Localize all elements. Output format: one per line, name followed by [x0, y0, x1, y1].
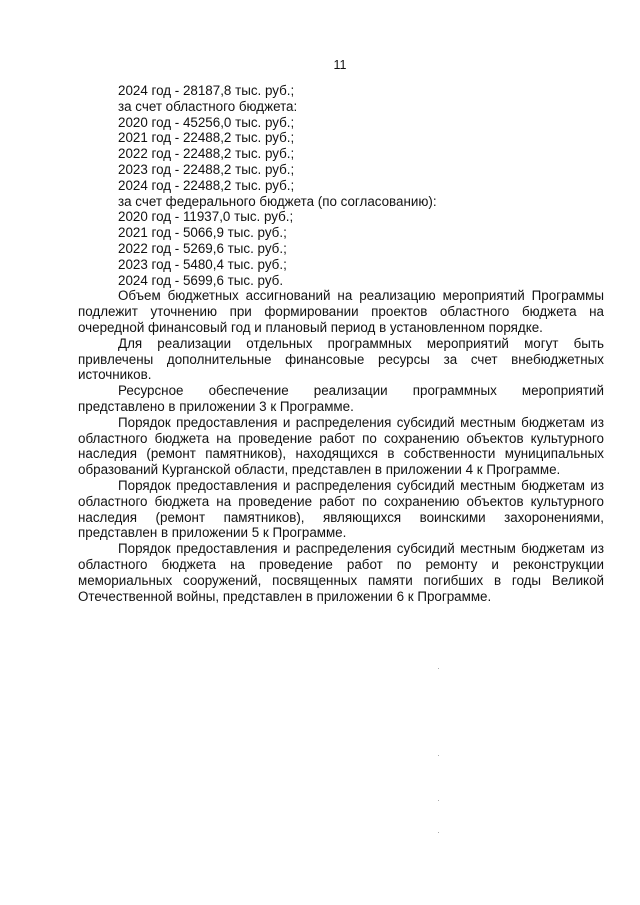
budget-line: 2024 год - 28187,8 тыс. руб.;: [118, 83, 295, 98]
scan-artifact: [438, 800, 439, 801]
paragraph: Ресурсное обеспечение реализации программных мероприятий представлено в приложении 3 к Программе.: [78, 383, 604, 414]
budget-line: за счет областного бюджета:: [118, 98, 298, 114]
budget-line: 2021 год - 22488,2 тыс. руб.;: [118, 130, 295, 146]
budget-line: 2021 год - 5066,9 тыс. руб.;: [118, 225, 287, 241]
paragraph: Объем бюджетных ассигнований на реализацию мероприятий Программы подлежит уточнению при формировании проектов областного бюджета на очередной финансовый год и плановый период в установленном порядке.: [78, 288, 604, 335]
budget-line: 2022 год - 5269,6 тыс. руб.;: [118, 240, 287, 256]
document-body: [78, 83, 604, 604]
paragraph: Порядок предоставления и распределения субсидий местным бюджетам из областного бюджета на проведение работ по сохранению объектов культурного наследия (ремонт памятников), являющихся воинскими захоронениями, представлен в приложении 5 к Программе.: [78, 477, 604, 541]
scan-artifact: [438, 668, 439, 669]
scan-artifact: [438, 755, 439, 756]
scan-artifact: [438, 832, 439, 833]
paragraph: Порядок предоставления и распределения субсидий местным бюджетам из областного бюджета на проведение работ по ремонту и реконструкции мемориальных сооружений, посвященных памяти погибших в годы Великой Отечественной войны, представлен в приложении 6 к Программе.: [78, 541, 604, 604]
budget-line: 2020 год - 45256,0 тыс. руб.;: [118, 114, 295, 130]
budget-line: 2023 год - 5480,4 тыс. руб.;: [118, 256, 287, 272]
paragraph: Порядок предоставления и распределения субсидий местным бюджетам из областного бюджета на проведение работ по сохранению объектов культурного наследия (ремонт памятников), находящихся в собственности муниципальных образований Курганской области, представлен в приложении 4 к Программе.: [78, 414, 604, 478]
budget-line: 2024 год - 5699,6 тыс. руб.: [118, 272, 284, 288]
budget-line: за счет федерального бюджета (по согласованию):: [118, 193, 437, 209]
budget-line: 2020 год - 11937,0 тыс. руб.;: [118, 209, 294, 225]
budget-line: 2022 год - 22488,2 тыс. руб.;: [118, 146, 295, 162]
paragraph: Для реализации отдельных программных мероприятий могут быть привлечены дополнительные финансовые ресурсы за счет внебюджетных источников.: [78, 335, 604, 383]
budget-line: 2023 год - 22488,2 тыс. руб.;: [118, 161, 295, 177]
budget-line: 2024 год - 22488,2 тыс. руб.;: [118, 177, 295, 193]
page-number: 11: [333, 58, 347, 72]
